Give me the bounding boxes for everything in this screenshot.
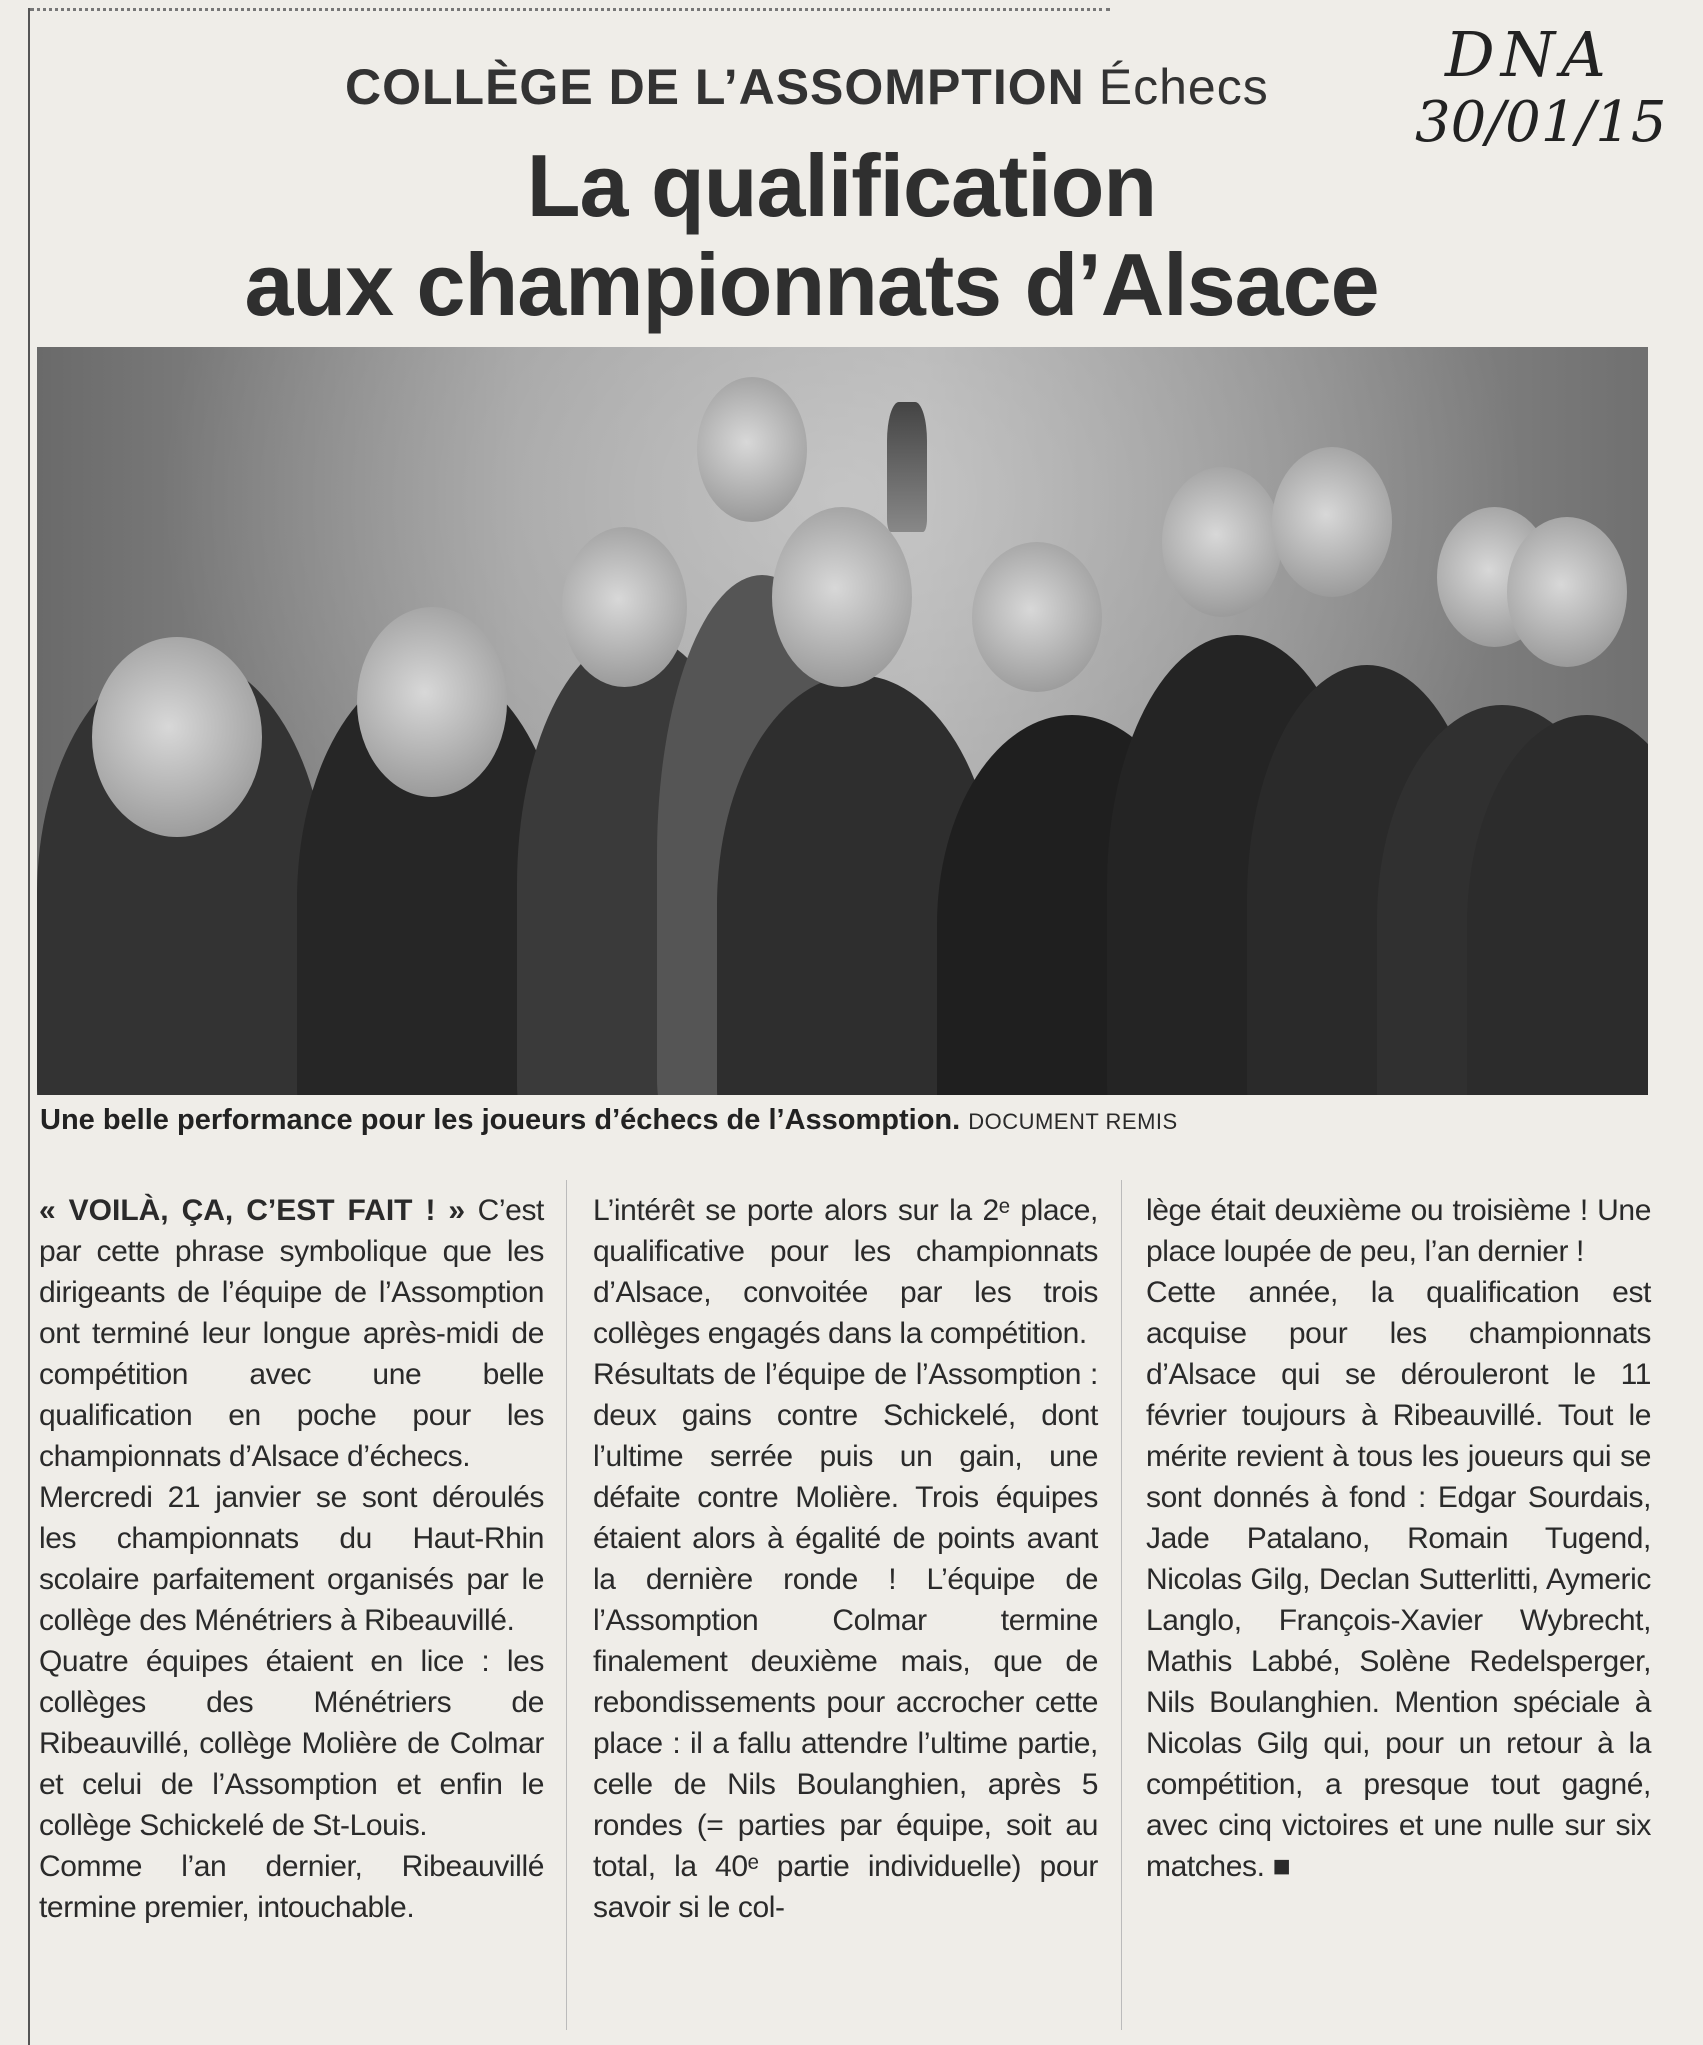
paragraph-text: C’est par cette phrase symbolique que les dirigeants de l’équipe de l’Assomption ont terminé leur longue après-midi de compétition avec une belle qualification en poche pour les championnats d’Alsace d’échecs. bbox=[39, 1194, 544, 1473]
top-dotted-rule bbox=[30, 8, 1110, 11]
person-1-head bbox=[92, 637, 262, 837]
person-4-head bbox=[697, 377, 807, 522]
person-6-head bbox=[972, 542, 1102, 692]
paragraph: Cette année, la qualification est acquise pour les championnats d’Alsace qui se dérouleront le 11 février toujours à Ribeauvillé. Tout le mérite revient à tous les joueurs qui se sont donnés à fond : Edgar Sourdais, Jade Patalano, Romain Tugend, Nicolas Gilg, Declan Sutterlitti, Aymeric Langlo, François-Xavier Wybrecht, Mathis Labbé, Solène Redelsperger, Nils Boulanghien. Mention spéciale à Nicolas Gilg qui, pour un retour à la compétition, a presque tout gagné, avec cinq victoires et une nulle sur six matches. ■ bbox=[1146, 1276, 1651, 1883]
article-kicker bbox=[345, 58, 1269, 116]
person-10-head bbox=[1507, 517, 1627, 667]
person-3-head bbox=[562, 527, 687, 687]
column-divider bbox=[1121, 1180, 1122, 2030]
paragraph: Quatre équipes étaient en lice : les collèges des Ménétriers de Ribeauvillé, collège Molière de Colmar et celui de l’Assomption et enfin le collège Schickelé de St-Louis. bbox=[39, 1645, 544, 1842]
article-column-2 bbox=[593, 1190, 1098, 1928]
person-2-head bbox=[357, 607, 507, 797]
paragraph: Résultats de l’équipe de l’Assomption : deux gains contre Schickelé, dont l’ultime serrée puis un gain, une défaite contre Molière. Trois équipes étaient alors à égalité de points avant la dernière ronde ! L’équipe de l’Assomption Colmar termine finalement deuxième mais, que de rebondissements pour accrocher cette place : il a fallu attendre l’ultime partie, celle de Nils Boulanghien, après 5 rondes (= parties par équipe, soit au total, la 40ᵉ partie individuelle) pour savoir si le col- bbox=[593, 1358, 1098, 1924]
kicker-school: COLLÈGE DE L’ASSOMPTION bbox=[345, 59, 1085, 115]
trophy-cup bbox=[887, 402, 927, 532]
handwritten-source: DNA bbox=[1445, 18, 1612, 91]
paragraph: lège était deuxième ou troisième ! Une place loupée de peu, l’an dernier ! bbox=[1146, 1194, 1651, 1268]
paragraph bbox=[39, 1190, 544, 1477]
paragraph: Comme l’an dernier, Ribeauvillé termine premier, intouchable. bbox=[39, 1850, 544, 1924]
handwritten-date: 30/01/15 bbox=[1415, 90, 1667, 155]
person-8-head bbox=[1272, 447, 1392, 597]
person-5-head bbox=[772, 507, 912, 687]
photo-credit: DOCUMENT REMIS bbox=[968, 1109, 1178, 1134]
article-column-3 bbox=[1146, 1190, 1651, 1887]
photo-caption bbox=[40, 1104, 1178, 1137]
paragraph: Mercredi 21 janvier se sont déroulés les championnats du Haut-Rhin scolaire parfaitement organisés par le collège des Ménétriers à Ribeauvillé. bbox=[39, 1481, 544, 1637]
team-photo bbox=[37, 347, 1648, 1095]
lead-quote: « VOILÀ, ÇA, C’EST FAIT ! » bbox=[39, 1194, 466, 1227]
person-7-head bbox=[1162, 467, 1282, 617]
paragraph: L’intérêt se porte alors sur la 2ᵉ place, qualificative pour les championnats d’Alsace, convoitée par les trois collèges engagés dans la compétition. bbox=[593, 1194, 1098, 1350]
caption-text: Une belle performance pour les joueurs d’échecs de l’Assomption. bbox=[40, 1104, 961, 1136]
article-column-1 bbox=[39, 1190, 544, 1928]
column-divider bbox=[566, 1180, 567, 2030]
headline-line-1: La qualification bbox=[526, 136, 1157, 235]
headline-line-2: aux championnats d’Alsace bbox=[244, 235, 1379, 334]
kicker-rubric: Échecs bbox=[1098, 59, 1269, 115]
